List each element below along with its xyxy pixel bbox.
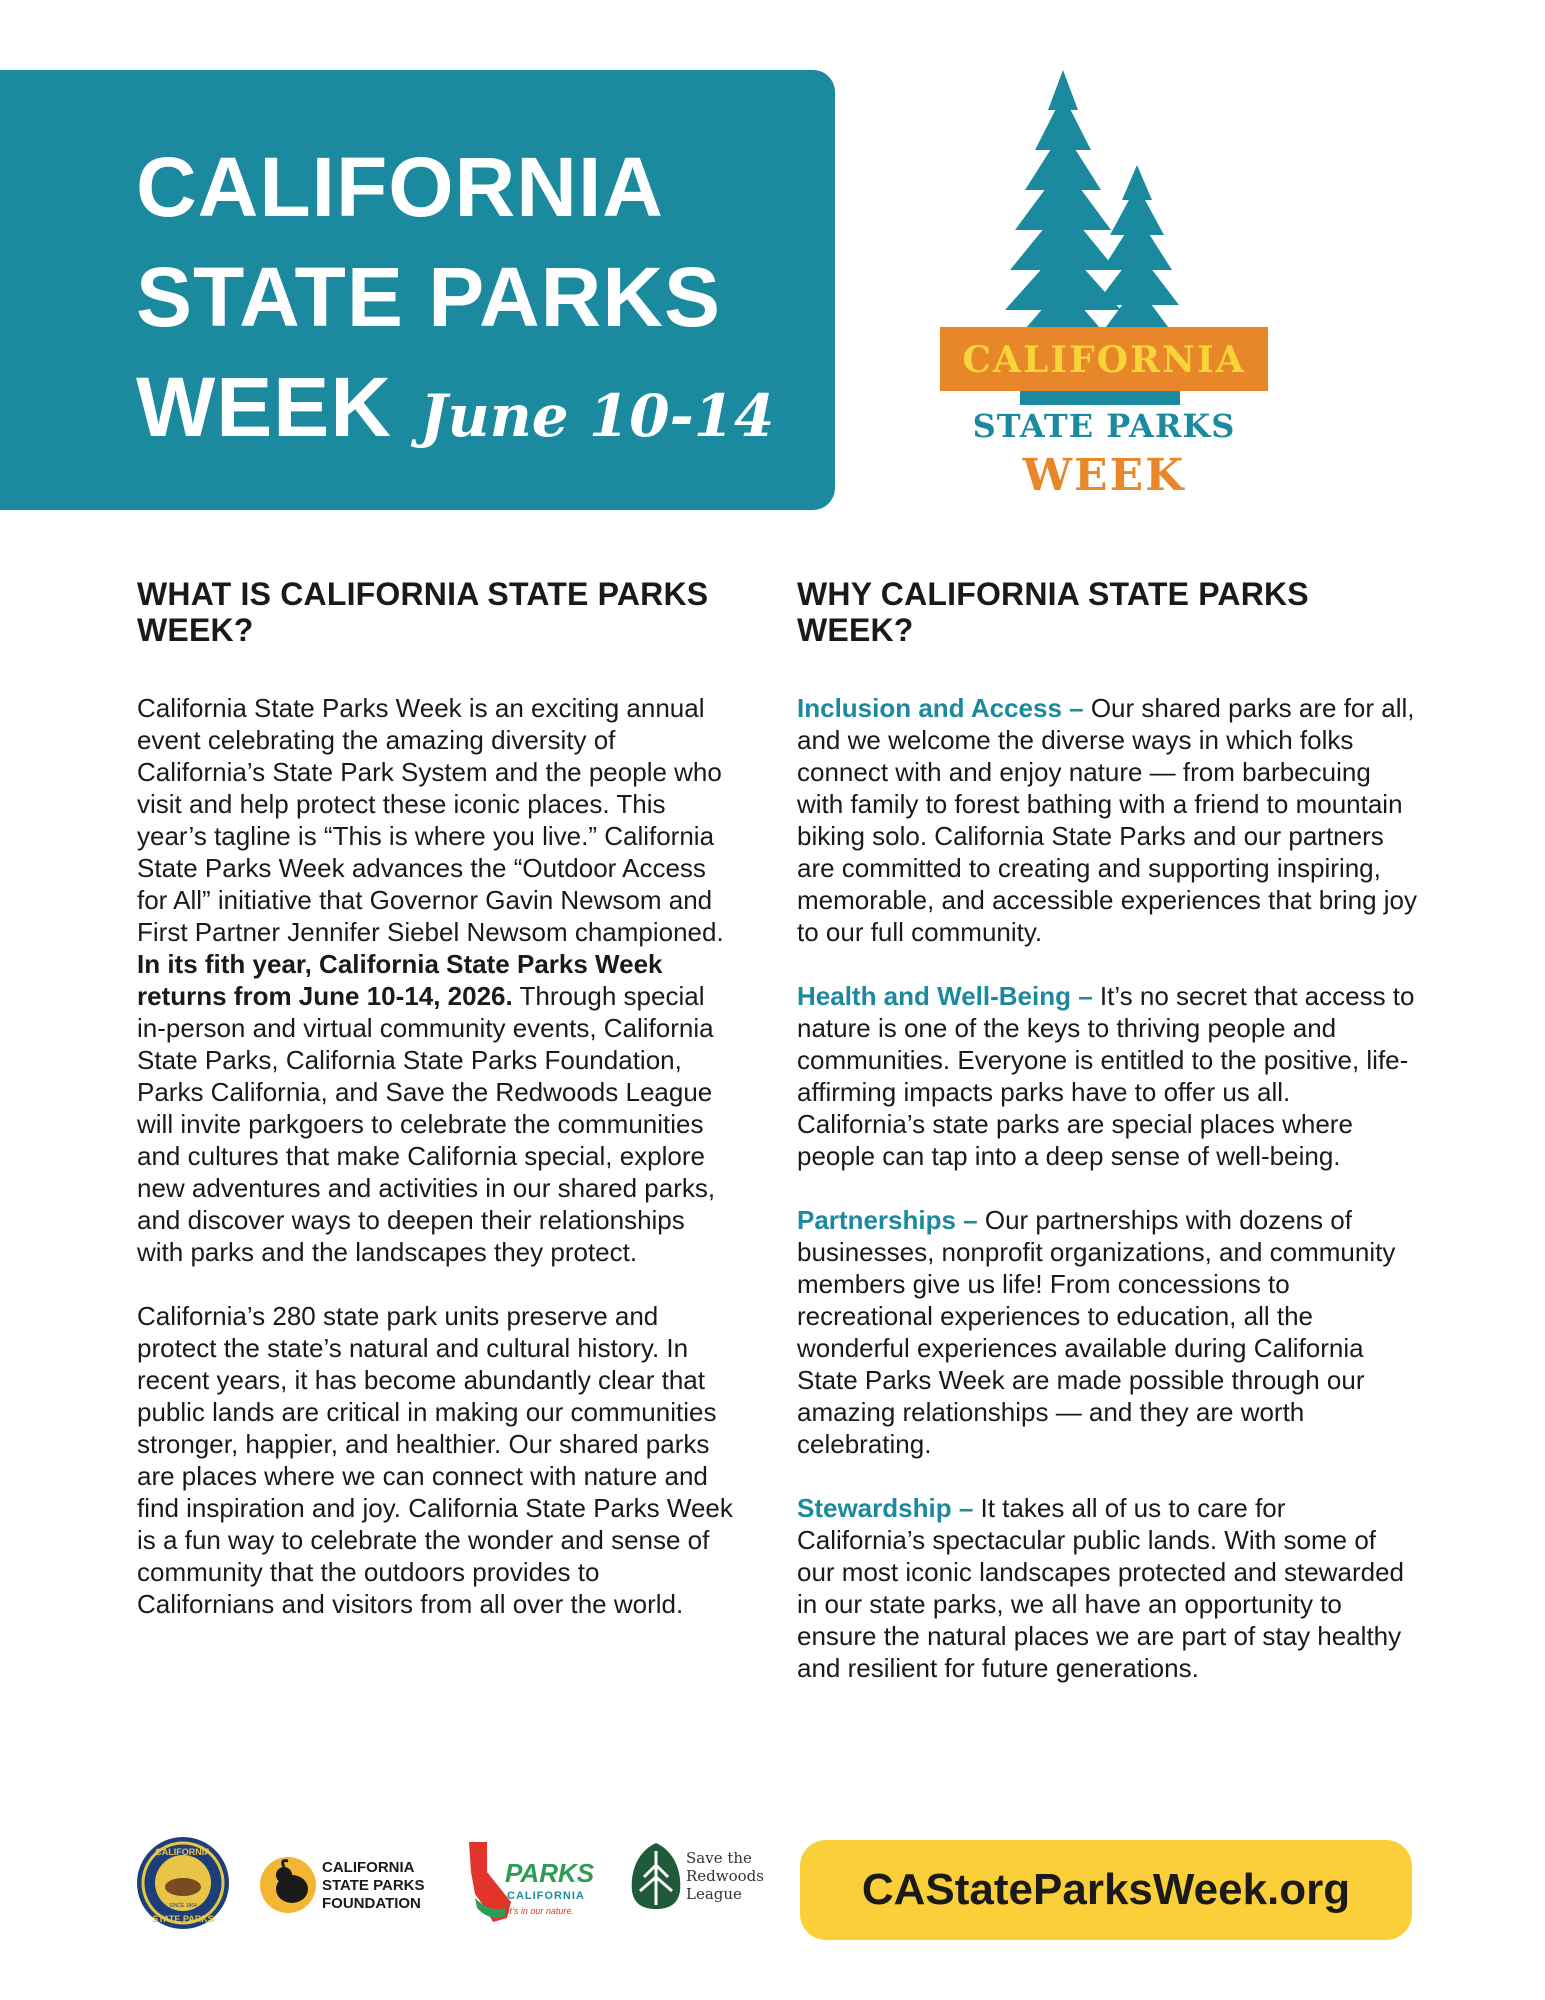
parks-ca-word-parks: PARKS bbox=[505, 1858, 595, 1888]
foundation-line-2: STATE PARKS bbox=[322, 1877, 425, 1894]
foundation-line-1: CALIFORNIA bbox=[322, 1859, 415, 1876]
parks-ca-word-california: CALIFORNIA bbox=[507, 1890, 585, 1902]
quail-icon bbox=[258, 1855, 318, 1915]
title-line-3: WEEK bbox=[136, 360, 392, 454]
reason-lead: Stewardship – bbox=[797, 1493, 974, 1523]
website-url-button[interactable] bbox=[800, 1840, 1412, 1940]
website-url-text[interactable]: CAStateParksWeek.org bbox=[861, 1865, 1351, 1914]
seal-text-since: SINCE 1864 bbox=[169, 1903, 197, 1909]
parks-week-logo bbox=[930, 65, 1290, 515]
seal-text-bottom: STATE PARKS bbox=[152, 1914, 214, 1924]
reason-lead: Partnerships – bbox=[797, 1205, 978, 1235]
logo-word-california: CALIFORNIA bbox=[962, 339, 1246, 381]
reason-text: It takes all of us to care for California’s spectacular public lands. With some of our most iconic landscapes protected and stewarded in our state parks, we all have an opportunity to ensure the natural places we are part of stay healthy and resilient for future generations. bbox=[797, 1493, 1405, 1683]
right-heading: WHY CALIFORNIA STATE PARKS WEEK? bbox=[797, 576, 1309, 648]
left-p1-text-b: Through special in-person and virtual community events, California State Parks, California State Parks Foundation, Parks California, and Save the Redwoods League will invite parkgoers to celebrate the communities and cultures that make California special, explore new adventures and activities in our shared parks, and discover ways to deepen their relationships with parks and the landscapes they protect. bbox=[137, 981, 716, 1267]
left-paragraph-2: California’s 280 state park units preserve and protect the state’s natural and cultural history. In recent years, it has become abundantly clear that public lands are critical in making our communities stronger, happier, and healthier. Our shared parks are places where we can connect with nature and find inspiration and joy. California State Parks Week is a fun way to celebrate the wonder and sense of community that the outdoors provides to Californians and visitors from all over the world. bbox=[137, 1301, 733, 1619]
reason-text: Our partnerships with dozens of businesses, nonprofit organizations, and community members give us life! From concessions to recreational experiences to education, all the wonderful experiences available during California State Parks Week are made possible through our amazing relationships — and they are worth celebrating. bbox=[797, 1205, 1396, 1459]
left-paragraph-1 bbox=[137, 692, 737, 1268]
reason-item bbox=[797, 692, 1417, 948]
parks-ca-tagline: It’s in our nature. bbox=[507, 1906, 574, 1916]
save-the-redwoods-logo bbox=[628, 1835, 798, 1935]
redwoods-line-2: Redwoods bbox=[686, 1867, 764, 1885]
reason-item bbox=[797, 1492, 1417, 1684]
title-line-2: STATE PARKS bbox=[136, 250, 722, 344]
left-column bbox=[137, 576, 737, 1652]
seal-text-top: CALIFORNIA bbox=[155, 1847, 211, 1857]
event-dates: June 10-14 bbox=[420, 382, 775, 450]
foundation-logo bbox=[258, 1845, 438, 1925]
california-state-parks-seal-logo bbox=[135, 1835, 235, 1935]
right-column bbox=[797, 576, 1417, 1716]
logo-word-week: WEEK bbox=[1022, 450, 1186, 501]
reason-item bbox=[797, 1204, 1417, 1460]
left-heading: WHAT IS CALIFORNIA STATE PARKS WEEK? bbox=[137, 576, 709, 648]
title-line-1: CALIFORNIA bbox=[136, 140, 664, 234]
reason-text: Our shared parks are for all, and we welcome the diverse ways in which folks connect with and enjoy nature — from barbecuing with family to forest bathing with a friend to mountain biking solo. California State Parks and our partners are committed to creating and supporting inspiring, memorable, and accessible experiences that bring joy to our full community. bbox=[797, 693, 1418, 947]
reason-item bbox=[797, 980, 1417, 1172]
reason-lead: Health and Well-Being – bbox=[797, 981, 1093, 1011]
reason-text: It’s no secret that access to nature is one of the keys to thriving people and communities. Everyone is entitled to the positive, life-affirming impacts parks have to offer us all. California’s state parks are special places where people can tap into a deep sense of well-being. bbox=[797, 981, 1415, 1171]
logo-word-state-parks: STATE PARKS bbox=[972, 407, 1236, 445]
parks-california-logo bbox=[465, 1838, 615, 1928]
bear-icon bbox=[165, 1878, 201, 1896]
foundation-line-3: FOUNDATION bbox=[322, 1895, 421, 1912]
page-title bbox=[136, 132, 774, 471]
left-p1-bold: In its fith year, California State Parks Week returns from June 10-14, 2026. bbox=[137, 949, 663, 1011]
redwoods-line-1: Save the bbox=[686, 1849, 752, 1867]
redwoods-line-3: League bbox=[686, 1885, 742, 1903]
reason-lead: Inclusion and Access – bbox=[797, 693, 1084, 723]
left-p1-text-a: California State Parks Week is an exciting annual event celebrating the amazing diversity of California’s State Park System and the people who visit and help protect these iconic places. This year’s tagline is “This is where you live.” California State Parks Week advances the “Outdoor Access for All” initiative that Governor Gavin Newsom and First Partner Jennifer Siebel Newsom championed. bbox=[137, 693, 724, 947]
redwood-emblem-icon bbox=[628, 1841, 684, 1911]
